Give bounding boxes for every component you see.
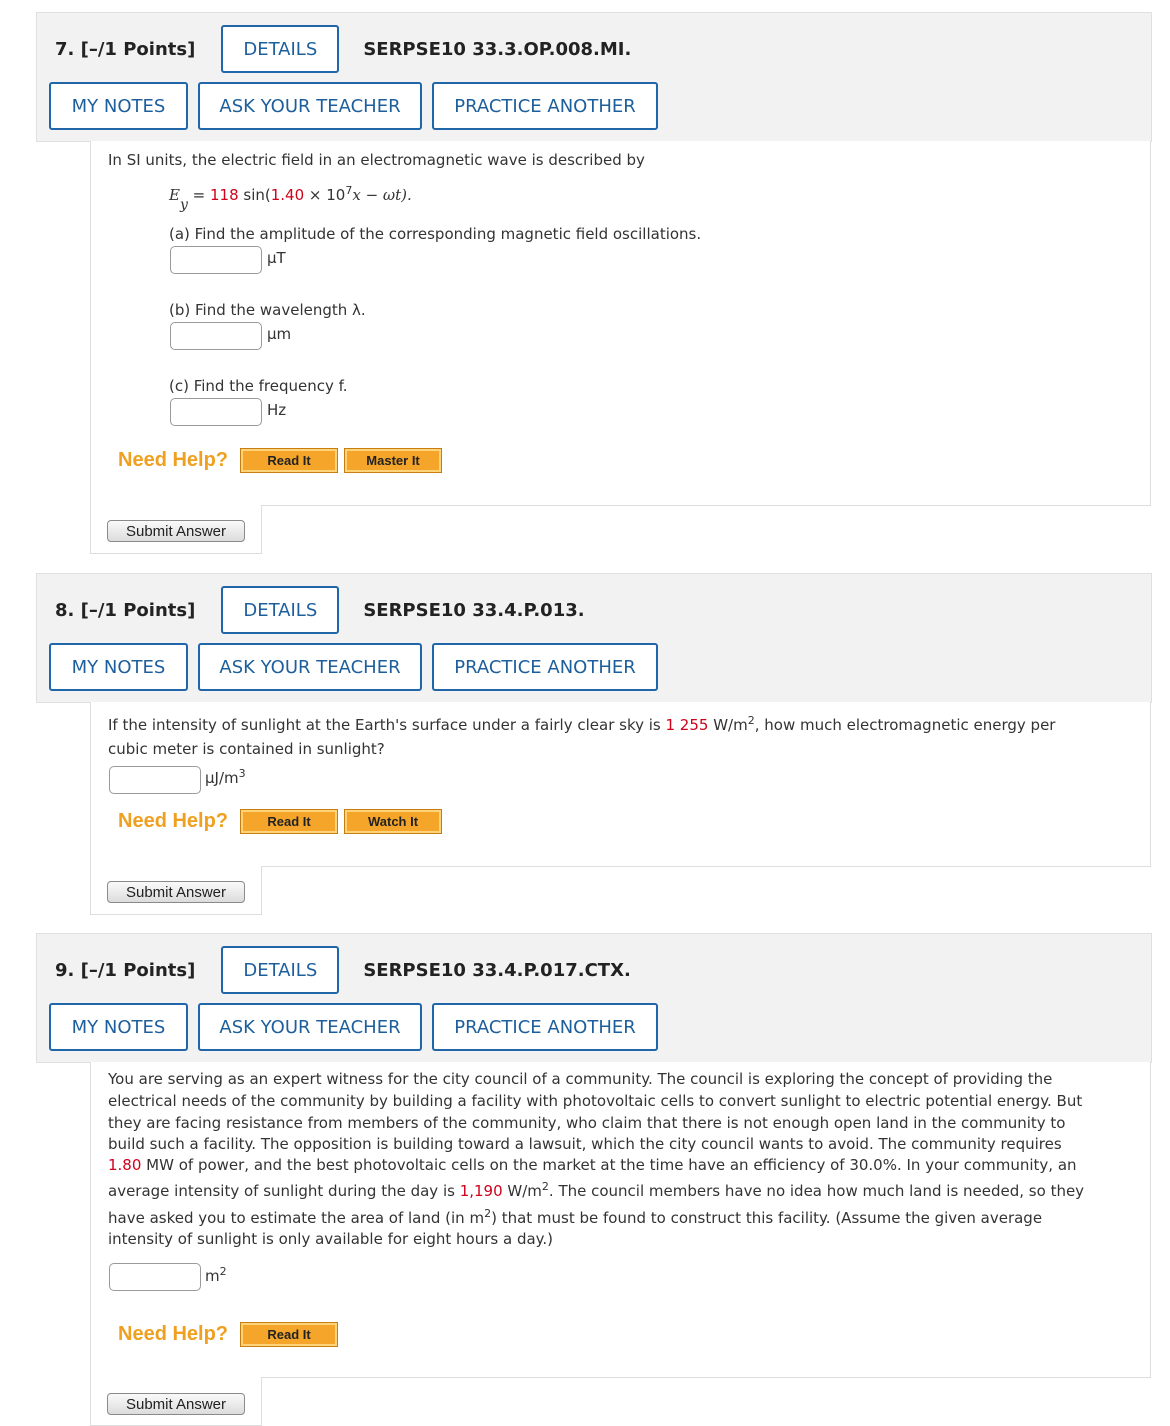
q8-text-line1: [108, 715, 1055, 737]
q7-eq-lhs: E: [169, 186, 180, 204]
q8-submit-area: [90, 866, 262, 915]
q9-line1: You are serving as an expert witness for the city council of a community. The council is exploring the concept of providing the: [108, 1070, 1053, 1088]
q8-read-it-button[interactable]: Read It: [240, 809, 338, 834]
q9-details-button[interactable]: DETAILS: [221, 946, 339, 994]
q7-practice-another-button[interactable]: PRACTICE ANOTHER: [432, 82, 658, 130]
q9-intensity: 1,190: [459, 1182, 503, 1200]
q9-need-help-label: Need Help?: [118, 1323, 229, 1345]
q7-number: 7. [–/1 Points]: [55, 38, 196, 60]
q9-line3: they are facing resistance from members of the community, who claim that there is not enough open land in the community to: [108, 1114, 1066, 1132]
q8-header: [36, 573, 1152, 703]
q9-practice-another-button[interactable]: PRACTICE ANOTHER: [432, 1003, 658, 1051]
q8-text-4: cubic meter is contained in sunlight?: [108, 740, 385, 758]
q9-unit-base: m: [205, 1267, 220, 1285]
q9-unit-exp: 2: [219, 1265, 227, 1278]
q7-my-notes-button[interactable]: MY NOTES: [49, 82, 188, 130]
q8-body: [90, 702, 1151, 867]
q7-need-help-label: Need Help?: [118, 449, 229, 471]
q9-body: [90, 1062, 1151, 1378]
q8-ask-teacher-button[interactable]: ASK YOUR TEACHER: [198, 643, 422, 691]
q9-line6: [108, 1181, 1084, 1203]
q7-eq-exp: 7: [345, 184, 353, 197]
q7-unit-a: µT: [267, 249, 286, 267]
q8-watch-it-button[interactable]: Watch It: [344, 809, 442, 834]
q9-line6-exp: 2: [541, 1180, 549, 1193]
q9-line6-b: W/m: [502, 1182, 542, 1200]
q9-line4: build such a facility. The opposition is building toward a lawsuit, which the city council wants to avoid. The community requires: [108, 1135, 1062, 1153]
q8-unit-base: µJ/m: [205, 769, 239, 787]
q7-read-it-button[interactable]: Read It: [240, 448, 338, 473]
q7-ask-teacher-button[interactable]: ASK YOUR TEACHER: [198, 82, 422, 130]
q8-practice-another-button[interactable]: PRACTICE ANOTHER: [432, 643, 658, 691]
q9-line8: intensity of sunlight is only available for eight hours a day.): [108, 1230, 554, 1248]
q9-read-it-button[interactable]: Read It: [240, 1322, 338, 1347]
q7-eq-equals: =: [187, 186, 210, 204]
q7-equation: [169, 184, 412, 213]
q9-ask-teacher-button[interactable]: ASK YOUR TEACHER: [198, 1003, 422, 1051]
q9-line6-c: . The council members have no idea how much land is needed, so they: [548, 1182, 1085, 1200]
q7-body: [90, 141, 1151, 506]
q7-eq-amplitude: 118: [209, 186, 239, 204]
q9-line2: electrical needs of the community by building a facility with photovoltaic cells to convert sunlight to electric potential energy. But: [108, 1092, 1083, 1110]
q7-answer-b-input[interactable]: [170, 322, 262, 350]
q8-number: 8. [–/1 Points]: [55, 599, 196, 621]
q8-code: SERPSE10 33.4.P.013.: [363, 599, 585, 621]
q7-code: SERPSE10 33.3.OP.008.MI.: [363, 38, 632, 60]
q9-code: SERPSE10 33.4.P.017.CTX.: [363, 959, 631, 981]
q7-part-c: (c) Find the frequency f.: [169, 377, 348, 395]
q8-intensity: 1 255: [665, 716, 709, 734]
q7-intro: In SI units, the electric field in an electromagnetic wave is described by: [108, 151, 645, 169]
q7-header: [36, 12, 1152, 142]
q7-eq-k: 1.40: [270, 186, 309, 204]
q9-submit-area: [90, 1377, 262, 1426]
q8-submit-button[interactable]: Submit Answer: [107, 881, 245, 903]
q7-part-a: (a) Find the amplitude of the corresponding magnetic field oscillations.: [169, 225, 702, 243]
q9-answer-input[interactable]: [109, 1263, 201, 1291]
q8-need-help: [118, 809, 448, 834]
q9-power: 1.80: [108, 1156, 142, 1174]
q8-text-1: If the intensity of sunlight at the Earth's surface under a fairly clear sky is: [108, 716, 666, 734]
q7-eq-tail: x − ωt).: [352, 186, 412, 204]
q9-line7-exp: 2: [484, 1207, 492, 1220]
q7-part-b: (b) Find the wavelength λ.: [169, 301, 366, 319]
q9-need-help: [118, 1322, 344, 1347]
q7-submit-button[interactable]: Submit Answer: [107, 520, 245, 542]
q8-my-notes-button[interactable]: MY NOTES: [49, 643, 188, 691]
q9-line7-a: have asked you to estimate the area of land (in m: [108, 1209, 485, 1227]
q8-need-help-label: Need Help?: [118, 810, 229, 832]
q7-eq-sin: sin(: [238, 186, 271, 204]
q7-submit-area: [90, 505, 262, 554]
q8-text-2: W/m: [708, 716, 748, 734]
q9-number: 9. [–/1 Points]: [55, 959, 196, 981]
q9-my-notes-button[interactable]: MY NOTES: [49, 1003, 188, 1051]
q8-text-2-exp: 2: [747, 714, 755, 727]
q9-line5: [108, 1155, 1077, 1177]
q7-details-button[interactable]: DETAILS: [221, 25, 339, 73]
q8-details-button[interactable]: DETAILS: [221, 586, 339, 634]
q8-text-3: , how much electromagnetic energy per: [754, 716, 1056, 734]
q7-unit-c: Hz: [267, 401, 287, 419]
q9-line7: [108, 1208, 1042, 1230]
q7-eq-times: × 10: [308, 186, 346, 204]
q9-line7-b: ) that must be found to construct this facility. (Assume the given average: [491, 1209, 1043, 1227]
q8-answer-input[interactable]: [109, 766, 201, 794]
q8-unit-exp: 3: [238, 767, 246, 780]
q9-submit-button[interactable]: Submit Answer: [107, 1393, 245, 1415]
q9-header: [36, 933, 1152, 1063]
q8-unit: [205, 769, 246, 787]
q9-unit: [205, 1267, 227, 1285]
q9-line5-rest: MW of power, and the best photovoltaic cells on the market at the time have an efficiency of 30.0%. In your community, an: [141, 1156, 1077, 1174]
q7-need-help: [118, 448, 448, 473]
q7-master-it-button[interactable]: Master It: [344, 448, 442, 473]
q7-answer-a-input[interactable]: [170, 246, 262, 274]
q7-unit-b: µm: [267, 325, 292, 343]
q7-answer-c-input[interactable]: [170, 398, 262, 426]
q7-eq-sub: y: [179, 197, 188, 213]
q9-line6-a: average intensity of sunlight during the day is: [108, 1182, 460, 1200]
